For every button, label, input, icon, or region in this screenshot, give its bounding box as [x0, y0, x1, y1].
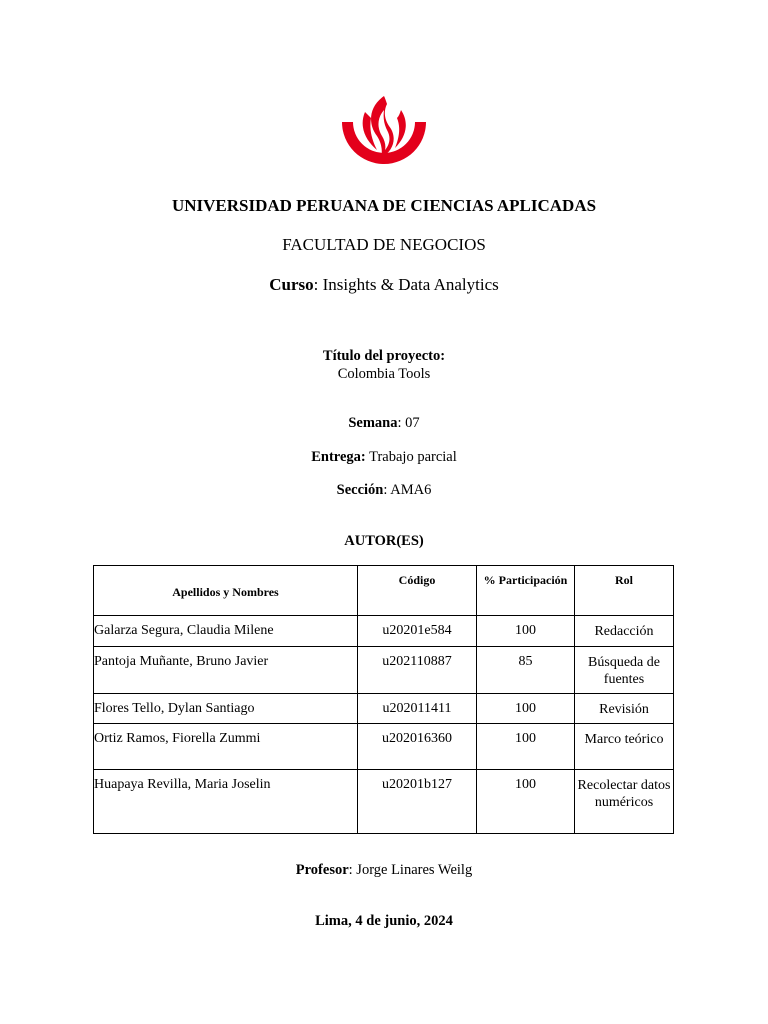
table-row — [94, 616, 674, 647]
header-role: Rol — [575, 566, 674, 616]
authors-heading: AUTOR(ES) — [344, 533, 424, 549]
header-code: Código — [358, 566, 477, 616]
professor-value: : Jorge Linares Weilg — [348, 862, 473, 878]
section-line — [0, 482, 768, 499]
table-row — [94, 647, 674, 694]
university-logo — [339, 92, 429, 174]
table-row — [94, 724, 674, 770]
author-name: Ortiz Ramos, Fiorella Zummi — [94, 724, 358, 770]
course-label: Curso — [269, 275, 314, 294]
author-code: u202110887 — [358, 647, 477, 694]
faculty-name: FACULTAD DE NEGOCIOS — [282, 235, 486, 254]
author-participation: 100 — [477, 724, 575, 770]
table-row — [94, 770, 674, 834]
author-participation: 100 — [477, 694, 575, 724]
author-role: Recolectar datos numéricos — [575, 770, 674, 834]
professor-line — [0, 862, 768, 879]
author-role: Búsqueda de fuentes — [575, 647, 674, 694]
author-role: Marco teórico — [575, 724, 674, 770]
professor-label: Profesor — [295, 862, 349, 878]
author-name: Pantoja Muñante, Bruno Javier — [94, 647, 358, 694]
author-code: u202016360 — [358, 724, 477, 770]
project-title-value: Colombia Tools — [337, 366, 431, 382]
delivery-line — [0, 449, 768, 466]
author-role: Redacción — [575, 616, 674, 647]
author-code: u202011411 — [358, 694, 477, 724]
university-name: UNIVERSIDAD PERUANA DE CIENCIAS APLICADAS — [171, 196, 597, 215]
place-date: Lima, 4 de junio, 2024 — [315, 913, 453, 929]
author-participation: 85 — [477, 647, 575, 694]
course-line — [0, 275, 768, 295]
author-role: Revisión — [575, 694, 674, 724]
table-row — [94, 694, 674, 724]
author-participation: 100 — [477, 770, 575, 834]
header-participation: % Participación — [477, 566, 575, 616]
author-name: Huapaya Revilla, Maria Joselin — [94, 770, 358, 834]
author-name: Galarza Segura, Claudia Milene — [94, 616, 358, 647]
table-header-row — [94, 566, 674, 616]
course-value: : Insights & Data Analytics — [313, 275, 499, 294]
section-label: Sección — [336, 482, 384, 498]
authors-table — [93, 565, 674, 834]
author-code: u20201e584 — [358, 616, 477, 647]
project-title-label: Título del proyecto: — [322, 348, 446, 364]
delivery-label: Entrega: — [311, 449, 366, 465]
week-value: : 07 — [397, 415, 420, 431]
author-name: Flores Tello, Dylan Santiago — [94, 694, 358, 724]
header-name: Apellidos y Nombres — [94, 566, 358, 616]
week-label: Semana — [348, 415, 398, 431]
section-value: : AMA6 — [383, 482, 432, 498]
delivery-value: Trabajo parcial — [365, 449, 457, 465]
author-code: u20201b127 — [358, 770, 477, 834]
author-participation: 100 — [477, 616, 575, 647]
week-line — [0, 415, 768, 432]
